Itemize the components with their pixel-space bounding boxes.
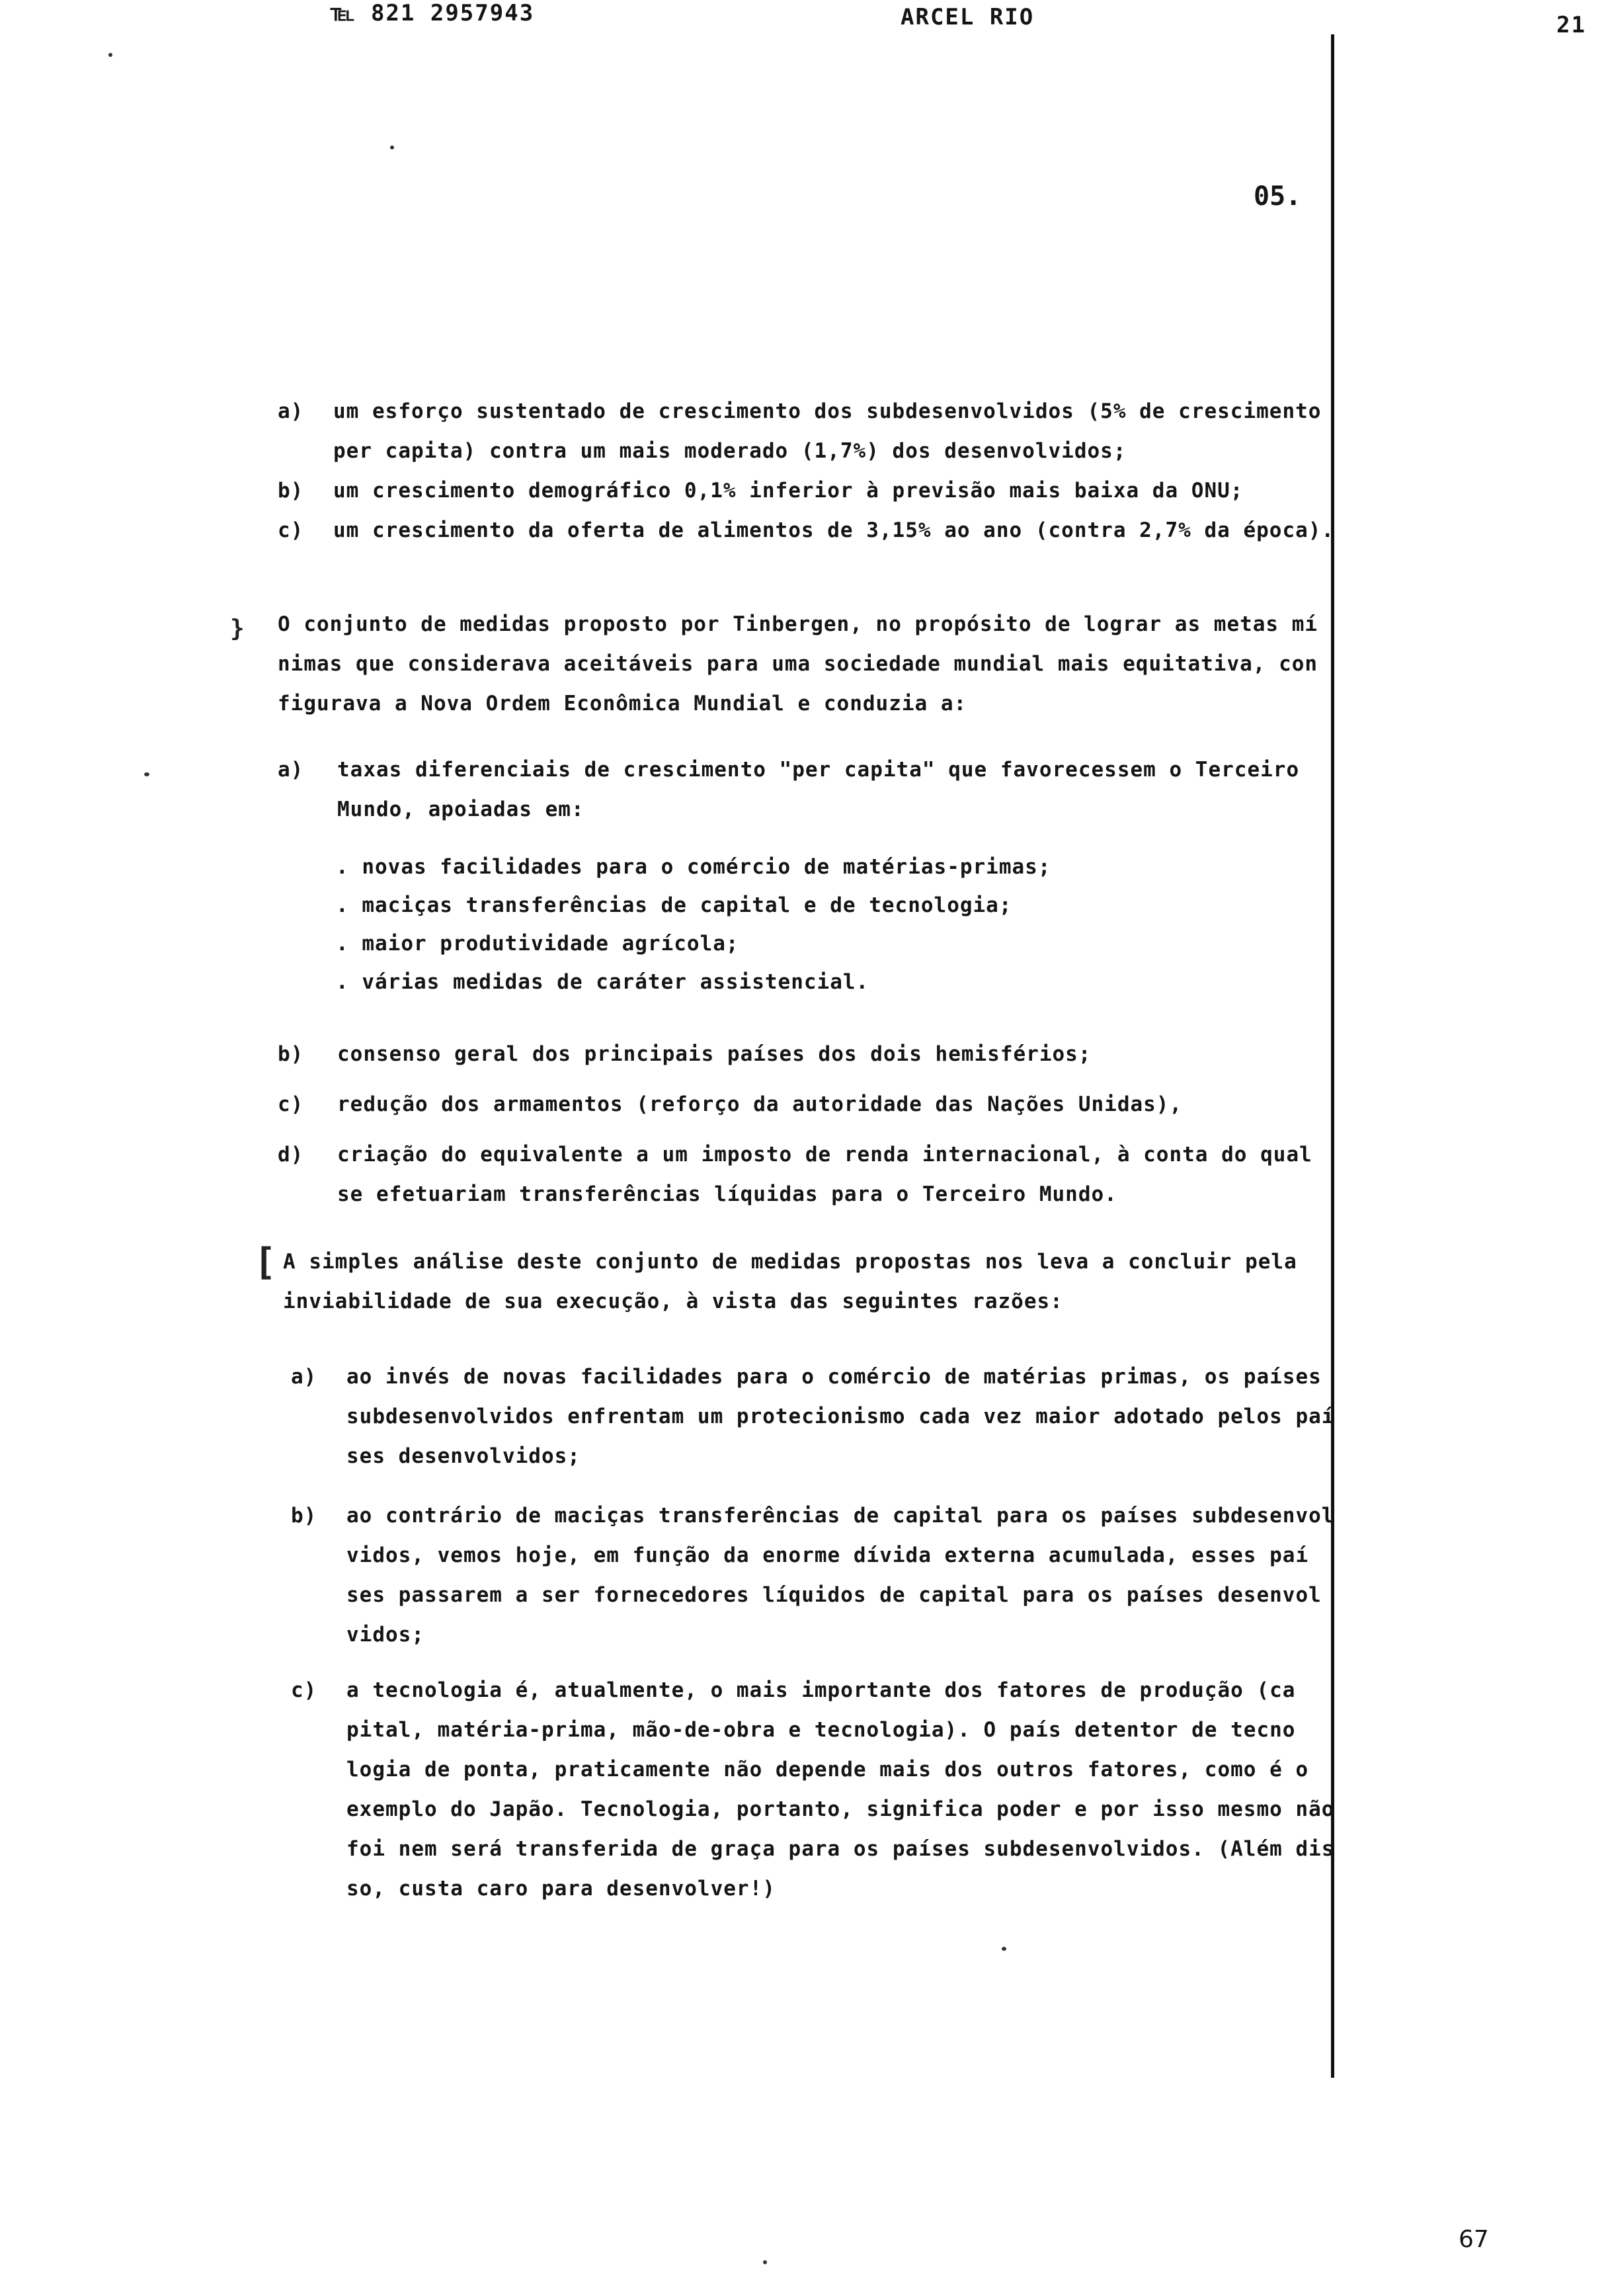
list-item — [291, 1397, 1362, 1436]
list-item — [291, 1750, 1362, 1789]
list-item-text: se efetuariam transferências líquidas para o Terceiro Mundo. — [337, 1182, 1117, 1206]
list-item-text: subdesenvolvidos enfrentam um protecionismo cada vez maior adotado pelos paí — [346, 1405, 1335, 1428]
list-item-text: Mundo, apoiadas em: — [337, 798, 584, 821]
list-item — [291, 1357, 1362, 1397]
list-item — [278, 1085, 1362, 1124]
scan-speck — [1002, 1947, 1006, 1951]
paragraph-tinbergen — [278, 604, 1362, 723]
paragraph-analysis — [283, 1242, 1367, 1321]
list-item-marker: c) — [291, 1678, 317, 1702]
fax-page-number: 21 — [1556, 12, 1586, 38]
list-item — [291, 1536, 1362, 1575]
list-item — [278, 1034, 1362, 1074]
list-item-marker: b) — [291, 1504, 317, 1528]
page-number: 67 — [1459, 2226, 1489, 2253]
list-item-marker: c) — [278, 1092, 304, 1116]
list-item — [291, 1575, 1362, 1615]
scan-speck — [144, 772, 149, 776]
list-item-marker: a) — [291, 1365, 317, 1389]
list-item — [291, 1615, 1362, 1655]
list-item-marker: b) — [278, 1042, 304, 1066]
text-line: O conjunto de medidas proposto por Tinbergen, no propósito de lograr as metas mí — [278, 612, 1318, 636]
list-item — [291, 1436, 1362, 1476]
list-item — [291, 1670, 1362, 1710]
list-item — [291, 1710, 1362, 1750]
list-item-text: um esforço sustentado de crescimento dos subdesenvolvidos (5% de crescimento — [333, 399, 1322, 423]
list-item-text: per capita) contra um mais moderado (1,7%) dos desenvolvidos; — [333, 439, 1127, 463]
fax-sender-name: ARCEL RIO — [901, 4, 1035, 30]
list-item — [278, 1174, 1362, 1214]
text-line: A simples análise deste conjunto de medidas propostas nos leva a concluir pela — [283, 1250, 1297, 1274]
list-item — [278, 750, 1362, 790]
list-item-text: pital, matéria-prima, mão-de-obra e tecnologia). O país detentor de tecno — [346, 1718, 1296, 1742]
list-item-text: ao contrário de maciças transferências de capital para os países subdesenvol — [346, 1504, 1335, 1528]
list-item-text: logia de ponta, praticamente não depende mais dos outros fatores, como é o — [346, 1758, 1309, 1782]
list-item-text: ao invés de novas facilidades para o comércio de matérias primas, os países — [346, 1365, 1322, 1389]
list-item-text: vidos, vemos hoje, em função da enorme dívida externa acumulada, esses paí — [346, 1543, 1309, 1567]
list-item-marker: a) — [278, 399, 304, 423]
margin-bracket: [ — [254, 1241, 276, 1284]
section-number: 05. — [1254, 181, 1302, 212]
list-item — [291, 1869, 1362, 1908]
text-line: inviabilidade de sua execução, à vista das seguintes razões: — [283, 1290, 1063, 1313]
list-item-text: exemplo do Japão. Tecnologia, portanto, significa poder e por isso mesmo não — [346, 1797, 1335, 1821]
list-item-text: a tecnologia é, atualmente, o mais importante dos fatores de produção (ca — [346, 1678, 1296, 1702]
list-item — [278, 431, 1362, 471]
text-line: nimas que considerava aceitáveis para uma sociedade mundial mais equitativa, con — [278, 652, 1318, 676]
bullet-item: . maciças transferências de capital e de tecnologia; — [336, 893, 1012, 917]
list-item-marker: c) — [278, 518, 304, 542]
list-item-text: so, custa caro para desenvolver!) — [346, 1877, 776, 1901]
list-item — [278, 790, 1362, 829]
text-line: figurava a Nova Ordem Econômica Mundial e conduzia a: — [278, 692, 967, 716]
bullet-item: . várias medidas de caráter assistencial. — [336, 970, 869, 994]
list-item-marker: a) — [278, 758, 304, 782]
bullet-item: . novas facilidades para o comércio de matérias-primas; — [336, 855, 1051, 879]
scan-speck — [108, 53, 112, 57]
list-item-marker: b) — [278, 479, 304, 503]
list-item-text: ses desenvolvidos; — [346, 1444, 581, 1468]
list-item — [278, 511, 1362, 550]
list-item-text: consenso geral dos principais países dos dois hemisférios; — [337, 1042, 1092, 1066]
list-item — [278, 1135, 1362, 1174]
list-item-text: um crescimento da oferta de alimentos de 3,15% ao ano (contra 2,7% da época). — [333, 518, 1335, 542]
bullet-item: . maior produtividade agrícola; — [336, 932, 739, 956]
scan-speck — [763, 2260, 767, 2264]
list-item-marker: d) — [278, 1143, 304, 1167]
list-item — [278, 391, 1362, 431]
list-item-text: vidos; — [346, 1623, 424, 1647]
list-item-text: ses passarem a ser fornecedores líquidos de capital para os países desenvol — [346, 1583, 1322, 1607]
list-item-text: redução dos armamentos (reforço da autoridade das Nações Unidas), — [337, 1092, 1183, 1116]
fax-phone-number: ℡ 821 2957943 — [331, 0, 535, 26]
list-item-text: foi nem será transferida de graça para os países subdesenvolvidos. (Além dis — [346, 1837, 1335, 1861]
list-item-text: taxas diferenciais de crescimento "per capita" que favorecessem o Terceiro — [337, 758, 1300, 782]
list-item — [278, 471, 1362, 511]
margin-bracket: } — [230, 615, 245, 642]
list-item — [291, 1789, 1362, 1829]
list-item — [291, 1496, 1362, 1536]
list-item-text: um crescimento demográfico 0,1% inferior à previsão mais baixa da ONU; — [333, 479, 1244, 503]
scan-speck — [390, 145, 394, 149]
list-item-text: criação do equivalente a um imposto de renda internacional, à conta do qual — [337, 1143, 1312, 1167]
list-item — [291, 1829, 1362, 1869]
